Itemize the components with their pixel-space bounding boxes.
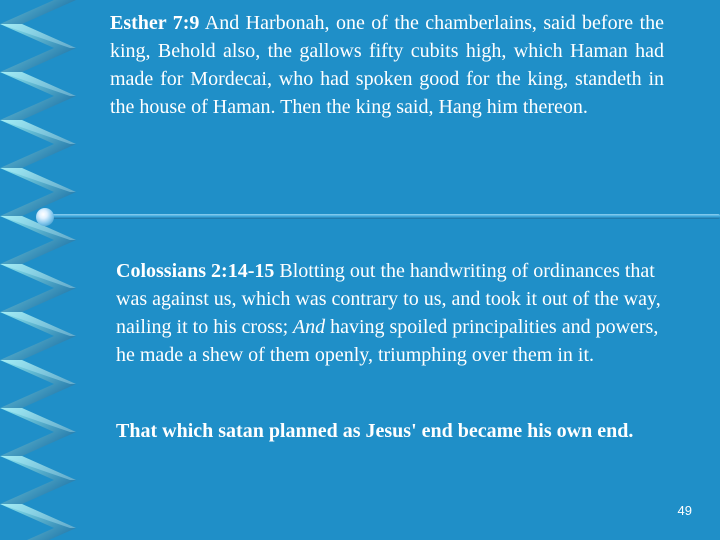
chevron-highlight — [0, 120, 76, 144]
divider-knob-icon — [36, 208, 54, 226]
chevron-highlight — [0, 312, 76, 336]
esther-text: And Harbonah, one of the chamberlains, said before the king, Behold also, the gallows fifty cubits high, which Haman had made for Mordecai, who had spoken good for the king, standeth in the house of Haman. Then the king said, Hang him thereon. — [110, 12, 664, 118]
colossians-text-part1: Blotting out the handwriting of ordinances that was against us, which was contrary to us, and took it out of the way, nailing it to his cross; — [116, 260, 661, 338]
chevron-highlight — [0, 264, 76, 288]
chevron-highlight — [0, 24, 76, 48]
esther-reference: Esther 7:9 — [110, 12, 200, 34]
chevron-shape — [0, 504, 76, 540]
chevron-highlight — [0, 72, 76, 96]
section-divider — [40, 214, 720, 219]
chevron-highlight — [0, 504, 76, 528]
colossians-passage — [116, 257, 676, 369]
chevron-highlight — [0, 456, 76, 480]
chevron-shape — [0, 0, 76, 24]
conclusion-statement: That which satan planned as Jesus' end became his own end. — [116, 420, 634, 442]
left-chevron-decoration — [0, 0, 92, 540]
chevron-pattern — [0, 0, 92, 540]
colossians-reference: Colossians 2:14-15 — [116, 260, 275, 282]
chevron-highlight — [0, 408, 76, 432]
chevron-highlight — [0, 360, 76, 384]
chevron-highlight — [0, 168, 76, 192]
slide-number: 49 — [677, 503, 692, 518]
esther-passage — [110, 9, 664, 121]
colossians-text-part2: having spoiled principalities and powers, he made a shew of them openly, triumphing over them in it. — [116, 316, 659, 366]
colossians-text-italic: And — [288, 316, 326, 338]
